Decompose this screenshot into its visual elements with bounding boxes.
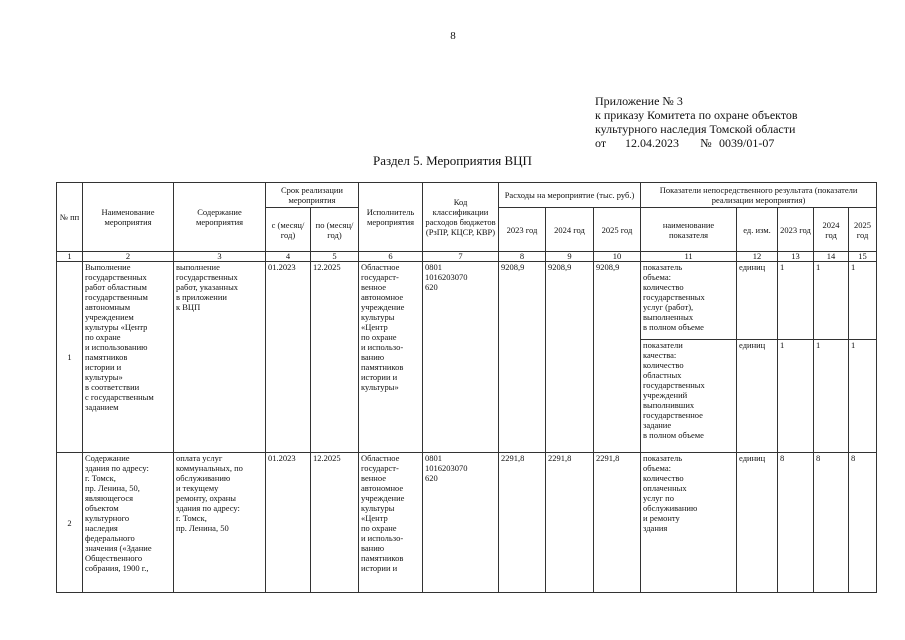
indicator-name-line: показатель: [643, 453, 683, 463]
indicator-unit: единиц: [737, 453, 778, 593]
page-number: 8: [450, 30, 456, 42]
measure-name-line: здания по адресу:: [85, 463, 149, 473]
indicator-name-line: качества:: [643, 350, 677, 360]
measure-content-line: здания по адресу:: [176, 503, 240, 513]
measure-name-line: культуры «Центр: [85, 322, 148, 332]
expense-2024: 2291,8: [546, 453, 594, 593]
header-from: с (месяц/ год): [266, 208, 311, 252]
column-number: 9: [546, 252, 594, 262]
measure-name-line: собрания, 1900 г.,: [85, 563, 149, 573]
column-number: 10: [594, 252, 641, 262]
measure-name-line: Общественного: [85, 553, 143, 563]
budget-code-line: 1016203070: [425, 463, 468, 473]
measure-content: [174, 262, 266, 453]
indicator-name-line: показатели: [643, 340, 683, 350]
measure-name-line: объектом: [85, 503, 119, 513]
indicator-2025: 8: [849, 453, 877, 593]
appendix-line-3: культурного наследия Томской области: [595, 122, 796, 136]
indicator-name-line: в полном объеме: [643, 322, 704, 332]
measure-name-line: государственных: [85, 272, 147, 282]
column-number: 1: [57, 252, 83, 262]
measure-content-line: в приложении: [176, 292, 227, 302]
indicator-2024: 1: [814, 340, 849, 453]
measure-name-line: г. Томск,: [85, 473, 116, 483]
header-name: Наименование мероприятия: [83, 183, 174, 252]
measure-name-line: автономным: [85, 302, 131, 312]
column-number: 4: [266, 252, 311, 262]
executor-line: по охране: [361, 332, 397, 342]
budget-code-line: 620: [425, 473, 438, 483]
header-exp-2024: 2024 год: [546, 208, 594, 252]
executor-line: учреждение: [361, 493, 405, 503]
executor-line: ванию: [361, 543, 385, 553]
executor-line: «Центр: [361, 513, 388, 523]
column-number: 12: [737, 252, 778, 262]
indicator-name-line: количество: [643, 360, 684, 370]
indicator-name-line: оплаченных: [643, 483, 687, 493]
executor-line: культуры: [361, 312, 395, 322]
measure-content-line: ремонту, охраны: [176, 493, 237, 503]
column-number: 3: [174, 252, 266, 262]
indicator-name-line: и ремонту: [643, 513, 680, 523]
indicator-name-line: услуг (работ),: [643, 302, 694, 312]
period-from: 01.2023: [266, 453, 311, 593]
column-number: 2: [83, 252, 174, 262]
column-number: 7: [423, 252, 499, 262]
budget-code-line: 1016203070: [425, 272, 468, 282]
table-row: [57, 262, 877, 340]
indicator-name-line: задание: [643, 420, 672, 430]
header-exp-2023: 2023 год: [499, 208, 546, 252]
measure-name-line: работ областным: [85, 282, 147, 292]
column-number: 5: [311, 252, 359, 262]
appendix-block: [595, 94, 798, 150]
measure-content-line: работ, указанных: [176, 282, 239, 292]
measure-name-line: являющегося: [85, 493, 134, 503]
indicator-name-line: государственных: [643, 292, 705, 302]
measure-content-line: и текущему: [176, 483, 219, 493]
measure-content-line: пр. Ленина, 50: [176, 523, 229, 533]
executor-line: венное: [361, 473, 386, 483]
measures-table: [56, 182, 877, 593]
indicator-name-line: учреждений: [643, 390, 688, 400]
budget-code-line: 0801: [425, 453, 442, 463]
number-sign: №: [700, 136, 712, 150]
indicator-name-line: областных: [643, 370, 682, 380]
header-unit: ед. изм.: [737, 208, 778, 252]
column-number-row: [57, 252, 877, 262]
header-ind-2024: 2024 год: [814, 208, 849, 252]
period-from: 01.2023: [266, 262, 311, 453]
expense-2023: 9208,9: [499, 262, 546, 453]
executor-line: Областное: [361, 453, 400, 463]
indicator-2023: 1: [778, 340, 814, 453]
order-number: 0039/01-07: [719, 136, 775, 150]
budget-code: [423, 262, 499, 453]
measure-content-line: оплата услуг: [176, 453, 223, 463]
executor-line: Областное: [361, 262, 400, 272]
measure-content-line: коммунальных, по: [176, 463, 243, 473]
column-number: 6: [359, 252, 423, 262]
appendix-line-1: Приложение № 3: [595, 94, 683, 108]
measure-name-line: с государственным: [85, 392, 154, 402]
indicator-name-line: объема:: [643, 463, 672, 473]
indicator-name-line: государственных: [643, 380, 705, 390]
indicator-name-line: количество: [643, 282, 684, 292]
executor-line: и использо-: [361, 342, 404, 352]
measure-name-line: культуры»: [85, 372, 123, 382]
executor-line: истории и: [361, 563, 398, 573]
measure-name-line: пр. Ленина, 50,: [85, 483, 140, 493]
order-date: 12.04.2023: [625, 136, 679, 150]
executor-line: венное: [361, 282, 386, 292]
row-number: 2: [57, 453, 83, 593]
executor-line: государст-: [361, 272, 399, 282]
indicator-unit: единиц: [737, 262, 778, 340]
header-indicators: Показатели непосредственного результата (показатели реализации мероприятия): [641, 183, 877, 208]
measure-name-line: в соответствии: [85, 382, 140, 392]
expense-2025: 2291,8: [594, 453, 641, 593]
appendix-date-line: [595, 136, 798, 150]
row-number: 1: [57, 262, 83, 453]
measure-name-line: федерального: [85, 533, 135, 543]
period-to: 12.2025: [311, 262, 359, 453]
executor-line: культуры: [361, 503, 395, 513]
date-prefix: от: [595, 136, 607, 150]
column-number: 15: [849, 252, 877, 262]
header-code: Код классификации расходов бюджетов (РзПР, КЦСР, КВР): [423, 183, 499, 252]
indicator-name-line: выполнивших: [643, 400, 695, 410]
header-exp-2025: 2025 год: [594, 208, 641, 252]
column-number: 8: [499, 252, 546, 262]
budget-code: [423, 453, 499, 593]
measure-name: [83, 262, 174, 453]
executor-line: учреждение: [361, 302, 405, 312]
measure-content-line: выполнение: [176, 262, 220, 272]
measure-content-line: г. Томск,: [176, 513, 207, 523]
appendix-line-2: к приказу Комитета по охране объектов: [595, 108, 798, 122]
executor-line: истории и: [361, 372, 398, 382]
measure-name-line: по охране: [85, 332, 121, 342]
column-number: 14: [814, 252, 849, 262]
indicator-name-line: объема:: [643, 272, 672, 282]
header-to: по (месяц/ год): [311, 208, 359, 252]
executor-line: памятников: [361, 362, 404, 372]
measure-name-line: Содержание: [85, 453, 130, 463]
period-to: 12.2025: [311, 453, 359, 593]
executor-line: памятников: [361, 553, 404, 563]
indicator-2025: 1: [849, 262, 877, 340]
expense-2024: 9208,9: [546, 262, 594, 453]
indicator-2025: 1: [849, 340, 877, 453]
section-title: Раздел 5. Мероприятия ВЦП: [373, 153, 532, 168]
measure-name-line: наследия: [85, 523, 118, 533]
measure-name-line: культурного: [85, 513, 130, 523]
executor-line: и использо-: [361, 533, 404, 543]
measure-name-line: значения («Здание: [85, 543, 152, 553]
executor-line: автономное: [361, 483, 404, 493]
indicator-name-line: показатель: [643, 262, 683, 272]
header-period: Срок реализации мероприятия: [266, 183, 359, 208]
indicator-name-line: количество: [643, 473, 684, 483]
measure-name-line: учреждением: [85, 312, 134, 322]
header-indicator-name: наименование показателя: [641, 208, 737, 252]
indicator-name-line: государственное: [643, 410, 703, 420]
indicator-name: [641, 453, 737, 593]
measure-name-line: памятников: [85, 352, 128, 362]
expense-2023: 2291,8: [499, 453, 546, 593]
indicator-2024: 8: [814, 453, 849, 593]
measure-name-line: истории и: [85, 362, 122, 372]
indicator-name-line: здания: [643, 523, 668, 533]
indicator-name: [641, 340, 737, 453]
header-executor: Исполнитель мероприятия: [359, 183, 423, 252]
expense-2025: 9208,9: [594, 262, 641, 453]
budget-code-line: 620: [425, 282, 438, 292]
indicator-unit: единиц: [737, 340, 778, 453]
measure-name-line: и использованию: [85, 342, 148, 352]
executor-line: «Центр: [361, 322, 388, 332]
measure-content-line: к ВЦП: [176, 302, 201, 312]
indicator-name-line: обслуживанию: [643, 503, 698, 513]
measure-name-line: Выполнение: [85, 262, 131, 272]
column-number: 13: [778, 252, 814, 262]
measure-content-line: обслуживанию: [176, 473, 231, 483]
executor: [359, 262, 423, 453]
measure-name-line: заданием: [85, 402, 119, 412]
executor-line: ванию: [361, 352, 385, 362]
header-content: Содержание мероприятия: [174, 183, 266, 252]
measure-content: [174, 453, 266, 593]
header-expenses: Расходы на мероприятие (тыс. руб.): [499, 183, 641, 208]
header-no: № пп: [57, 183, 83, 252]
measure-name-line: государственным: [85, 292, 148, 302]
measure-name: [83, 453, 174, 593]
measure-content-line: государственных: [176, 272, 238, 282]
header-ind-2025: 2025 год: [849, 208, 877, 252]
indicator-name: [641, 262, 737, 340]
executor: [359, 453, 423, 593]
column-number: 11: [641, 252, 737, 262]
executor-line: автономное: [361, 292, 404, 302]
executor-line: государст-: [361, 463, 399, 473]
indicator-2024: 1: [814, 262, 849, 340]
executor-line: по охране: [361, 523, 397, 533]
header-ind-2023: 2023 год: [778, 208, 814, 252]
table-row: [57, 453, 877, 593]
indicator-2023: 1: [778, 262, 814, 340]
indicator-name-line: выполненных: [643, 312, 694, 322]
indicator-name-line: в полном объеме: [643, 430, 704, 440]
executor-line: культуры»: [361, 382, 399, 392]
indicator-2023: 8: [778, 453, 814, 593]
indicator-name-line: услуг по: [643, 493, 674, 503]
budget-code-line: 0801: [425, 262, 442, 272]
